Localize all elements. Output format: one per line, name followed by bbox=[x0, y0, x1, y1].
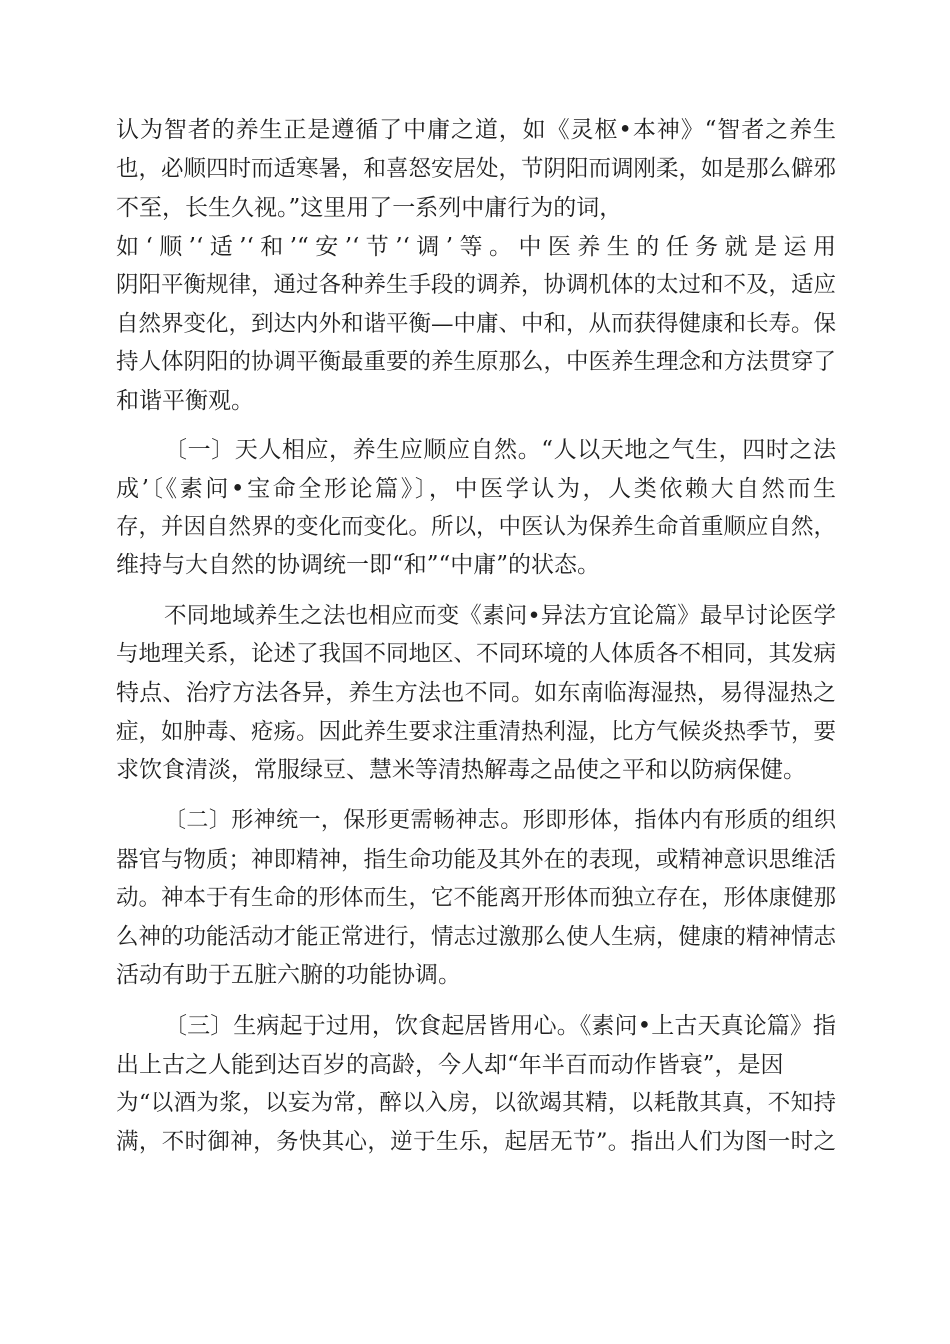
text-line: 动。神本于有生命的形体而生，它不能离开形体而独立存在，形体康健那 bbox=[116, 885, 837, 911]
text-line: 持人体阴阳的协调平衡最重要的养生原那么，中医养生理念和方法贯穿了 bbox=[116, 349, 837, 375]
text-line: 认为智者的养生正是遵循了中庸之道，如《灵枢•本神》“智者之养生 bbox=[116, 117, 836, 143]
text-line: 和谐平衡观。 bbox=[116, 388, 254, 414]
text-line: 阴阳平衡规律，通过各种养生手段的调养，协调机体的太过和不及，适应 bbox=[116, 272, 837, 298]
text-line: 不同地域养生之法也相应而变《素问•异法方宜论篇》最早讨论医学 bbox=[164, 603, 836, 629]
paragraph-heading: 〔一〕天人相应，养生应顺应自然。“人以天地之气生，四时之法 bbox=[164, 437, 836, 463]
text-line: 器官与物质；神即精神，指生命功能及其外在的表现，或精神意识思维活 bbox=[116, 847, 837, 873]
paragraph-heading: 〔二〕形神统一，保形更需畅神志。形即形体，指体内有形质的组织 bbox=[164, 808, 836, 833]
text-line: 存，并因自然界的变化而变化。所以，中医认为保养生命首重顺应自然， bbox=[116, 514, 837, 540]
text-line: 与地理关系，论述了我国不同地区、不同环境的人体质各不相同，其发病 bbox=[116, 641, 837, 667]
paragraph-heading: 〔三〕生病起于过用，饮食起居皆用心。《素问•上古天真论篇》指 bbox=[164, 1013, 836, 1039]
text-line: 活动有助于五脏六腑的功能协调。 bbox=[116, 962, 461, 988]
text-line: 么神的功能活动才能正常进行，情志过激那么使人生病，健康的精神情志 bbox=[116, 924, 837, 950]
text-line: 满，不时御神，务快其心，逆于生乐，起居无节”。指出人们为图一时之 bbox=[116, 1129, 836, 1155]
text-line: 如‘顺’‘适’‘和’“安’‘节’‘调’等。中医养生的任务就是运用 bbox=[116, 234, 836, 260]
text-line: 出上古之人能到达百岁的高龄，今人却“年半百而动作皆衰”，是因 bbox=[116, 1052, 784, 1078]
text-line: 维持与大自然的协调统一即“和”“中庸”的状态。 bbox=[116, 552, 601, 578]
text-line: 成’〔《素问•宝命全形论篇》〕，中医学认为，人类依赖大自然而生 bbox=[116, 476, 836, 502]
text-line: 求饮食清淡，常服绿豆、慧米等清热解毒之品使之平和以防病保健。 bbox=[116, 757, 806, 783]
text-line: 也，必顺四时而适寒暑，和喜怒安居处，节阴阳而调刚柔，如是那么僻邪 bbox=[116, 156, 837, 182]
text-line: 自然界变化，到达内外和谐平衡—中庸、中和，从而获得健康和长寿。保 bbox=[116, 311, 837, 337]
text-line: 不至，长生久视。”这里用了一系列中庸行为的词， bbox=[116, 195, 623, 221]
text-line: 为“以酒为浆，以妄为常，醉以入房，以欲竭其精，以耗散其真，不知持 bbox=[116, 1090, 836, 1116]
text-line: 特点、治疗方法各异，养生方法也不同。如东南临海湿热，易得湿热之 bbox=[116, 680, 836, 706]
text-line: 症，如肿毒、疮疡。因此养生要求注重清热利湿，比方气候炎热季节，要 bbox=[116, 719, 837, 745]
